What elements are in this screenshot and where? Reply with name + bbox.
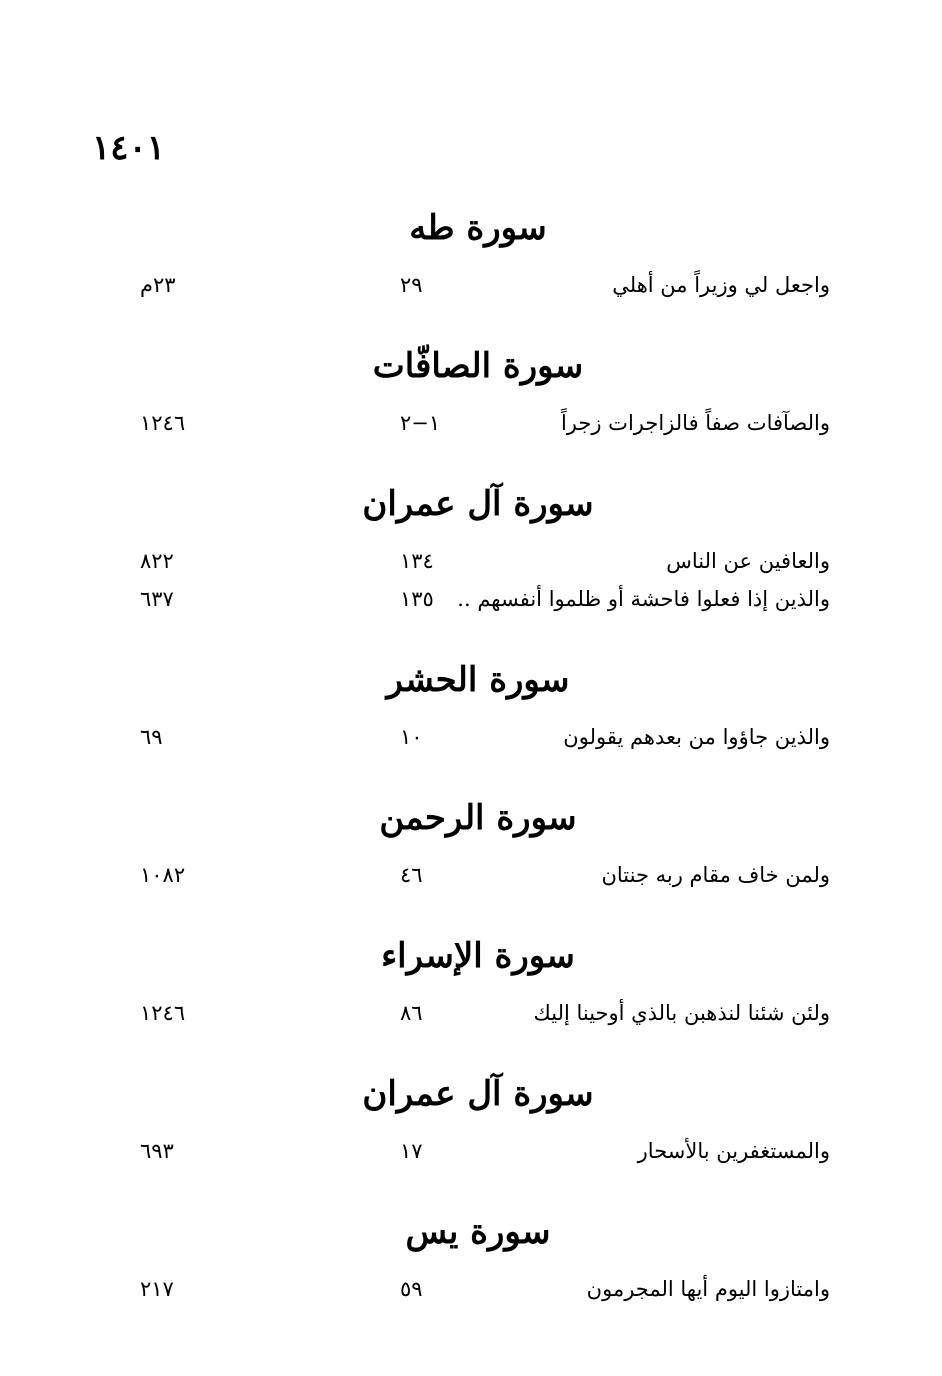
index-row [0, 580, 942, 618]
verse-number: ١٣٤ [400, 549, 434, 573]
page-reference: ١٢٤٦ [140, 411, 186, 435]
surah-title: سورة الحشر [386, 660, 570, 700]
verse-text: والصآفات صفاً فالزاجرات زجراً [560, 411, 830, 435]
surah-title: سورة آل عمران [362, 484, 594, 524]
surah-section-yasin [0, 1204, 942, 1308]
verse-number: ٤٦ [400, 863, 423, 887]
verse-text: ولئن شئنا لنذهبن بالذي أوحينا إليك [533, 1001, 830, 1025]
verse-number: ٥٩ [400, 1277, 423, 1301]
verse-text: والذين جاؤوا من بعدهم يقولون [563, 725, 830, 749]
page-reference: ٦٣٧ [140, 587, 174, 611]
surah-title: سورة الإسراء [381, 936, 575, 976]
index-row [0, 1132, 942, 1170]
surah-title: سورة آل عمران [362, 1074, 594, 1114]
surah-title: سورة الرحمن [379, 798, 577, 838]
page-reference: ٢١٧ [140, 1277, 174, 1301]
index-row [0, 542, 942, 580]
verse-number: ١٠ [400, 725, 423, 749]
page-reference: ٦٩ [140, 725, 163, 749]
surah-section-assaffat [0, 338, 942, 476]
verse-number: ١٧ [400, 1139, 423, 1163]
surah-title: سورة يس [405, 1212, 551, 1252]
page-number: ١٤٠١ [92, 128, 166, 168]
verse-text: وامتازوا اليوم أيها المجرمون [586, 1277, 830, 1301]
verse-text: والمستغفرين بالأسحار [637, 1139, 830, 1163]
surah-section-al-imran-2 [0, 1066, 942, 1204]
verse-number: ٢٩ [400, 273, 423, 297]
index-row [0, 404, 942, 442]
verse-text: ولمن خاف مقام ربه جنتان [601, 863, 830, 887]
surah-section-al-hashr [0, 652, 942, 790]
index-row [0, 266, 942, 304]
verse-text: واجعل لي وزيراً من أهلي [612, 273, 830, 297]
surah-section-al-imran [0, 476, 942, 652]
surah-title: سورة طه [409, 208, 547, 248]
verse-number: ١٣٥ [400, 587, 434, 611]
page-reference: ٢٣م [140, 273, 176, 297]
verse-text: والعافين عن الناس [666, 549, 830, 573]
verse-number: ٨٦ [400, 1001, 423, 1025]
surah-title: سورة الصافّات [372, 346, 584, 386]
page-reference: ٦٩٣ [140, 1139, 174, 1163]
verse-number: ١−٢ [400, 411, 441, 435]
page-reference: ٨٢٢ [140, 549, 174, 573]
page-reference: ١٠٨٢ [140, 863, 186, 887]
surah-section-taha [0, 200, 942, 338]
surah-section-ar-rahman [0, 790, 942, 928]
surah-section-al-isra [0, 928, 942, 1066]
index-row [0, 856, 942, 894]
index-row [0, 1270, 942, 1308]
verse-text: والذين إذا فعلوا فاحشة أو ظلموا أنفسهم .. [457, 587, 830, 611]
index-row [0, 718, 942, 756]
page-reference: ١٢٤٦ [140, 1001, 186, 1025]
index-row [0, 994, 942, 1032]
verse-index [0, 200, 942, 1308]
